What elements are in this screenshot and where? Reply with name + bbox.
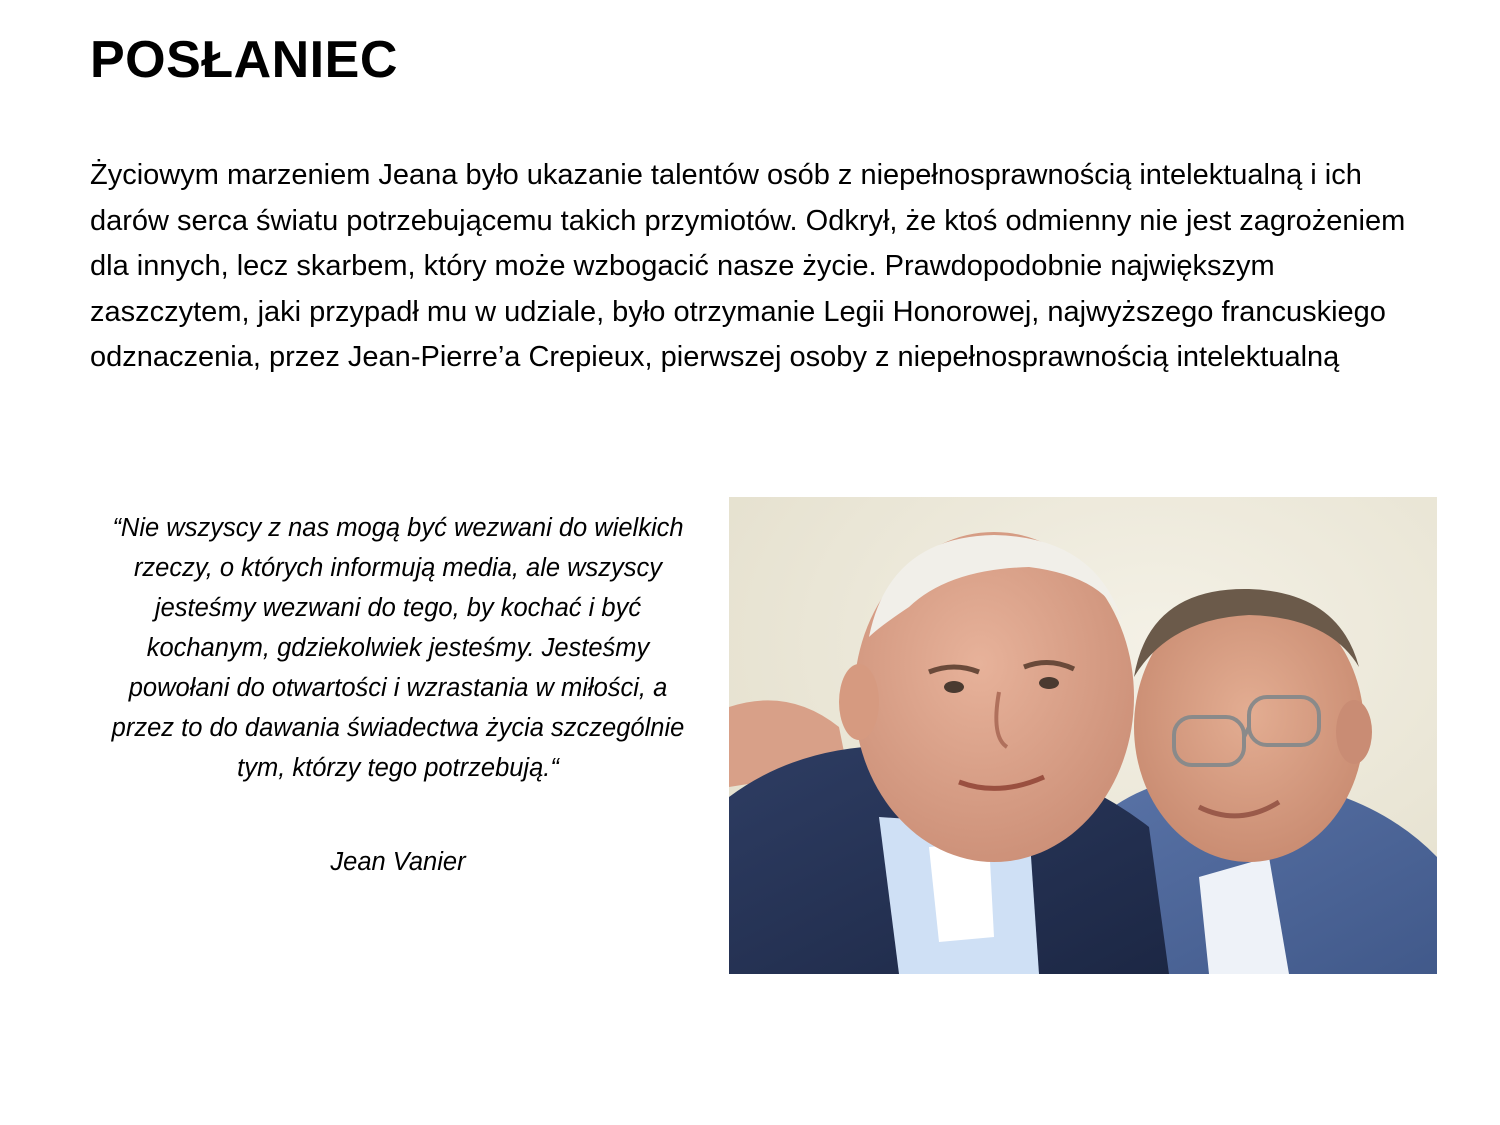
quote-author: Jean Vanier xyxy=(330,848,466,876)
quote-block xyxy=(95,508,701,882)
photo-illustration xyxy=(729,497,1437,974)
photo-two-men xyxy=(729,497,1437,974)
quote-text: “Nie wszyscy z nas mogą być wezwani do wielkich rzeczy, o których informują media, ale wszyscy jesteśmy wezwani do tego, by kochać i być kochanym, gdziekolwiek jesteśmy. Jesteśmy powołani do otwartości i wzrastania w miłości, a przez to do dawania świadectwa życia szczególnie tym, którzy tego potrzebują.“ xyxy=(111,514,685,782)
slide-title: POSŁANIEC xyxy=(90,31,398,89)
body-paragraph: Życiowym marzeniem Jeana było ukazanie talentów osób z niepełnosprawnością intelektualną i ich darów serca światu potrzebującemu takich przymiotów. Odkrył, że ktoś odmienny nie jest zagrożeniem dla innych, lecz skarbem, który może wzbogacić nasze życie. Prawdopodobnie największym zaszczytem, jaki przypadł mu w udziale, było otrzymanie Legii Honorowej, najwyższego francuskiego odznaczenia, przez Jean-Pierre’a Crepieux, pierwszej osoby z niepełnosprawnością intelektualną xyxy=(90,159,1406,373)
